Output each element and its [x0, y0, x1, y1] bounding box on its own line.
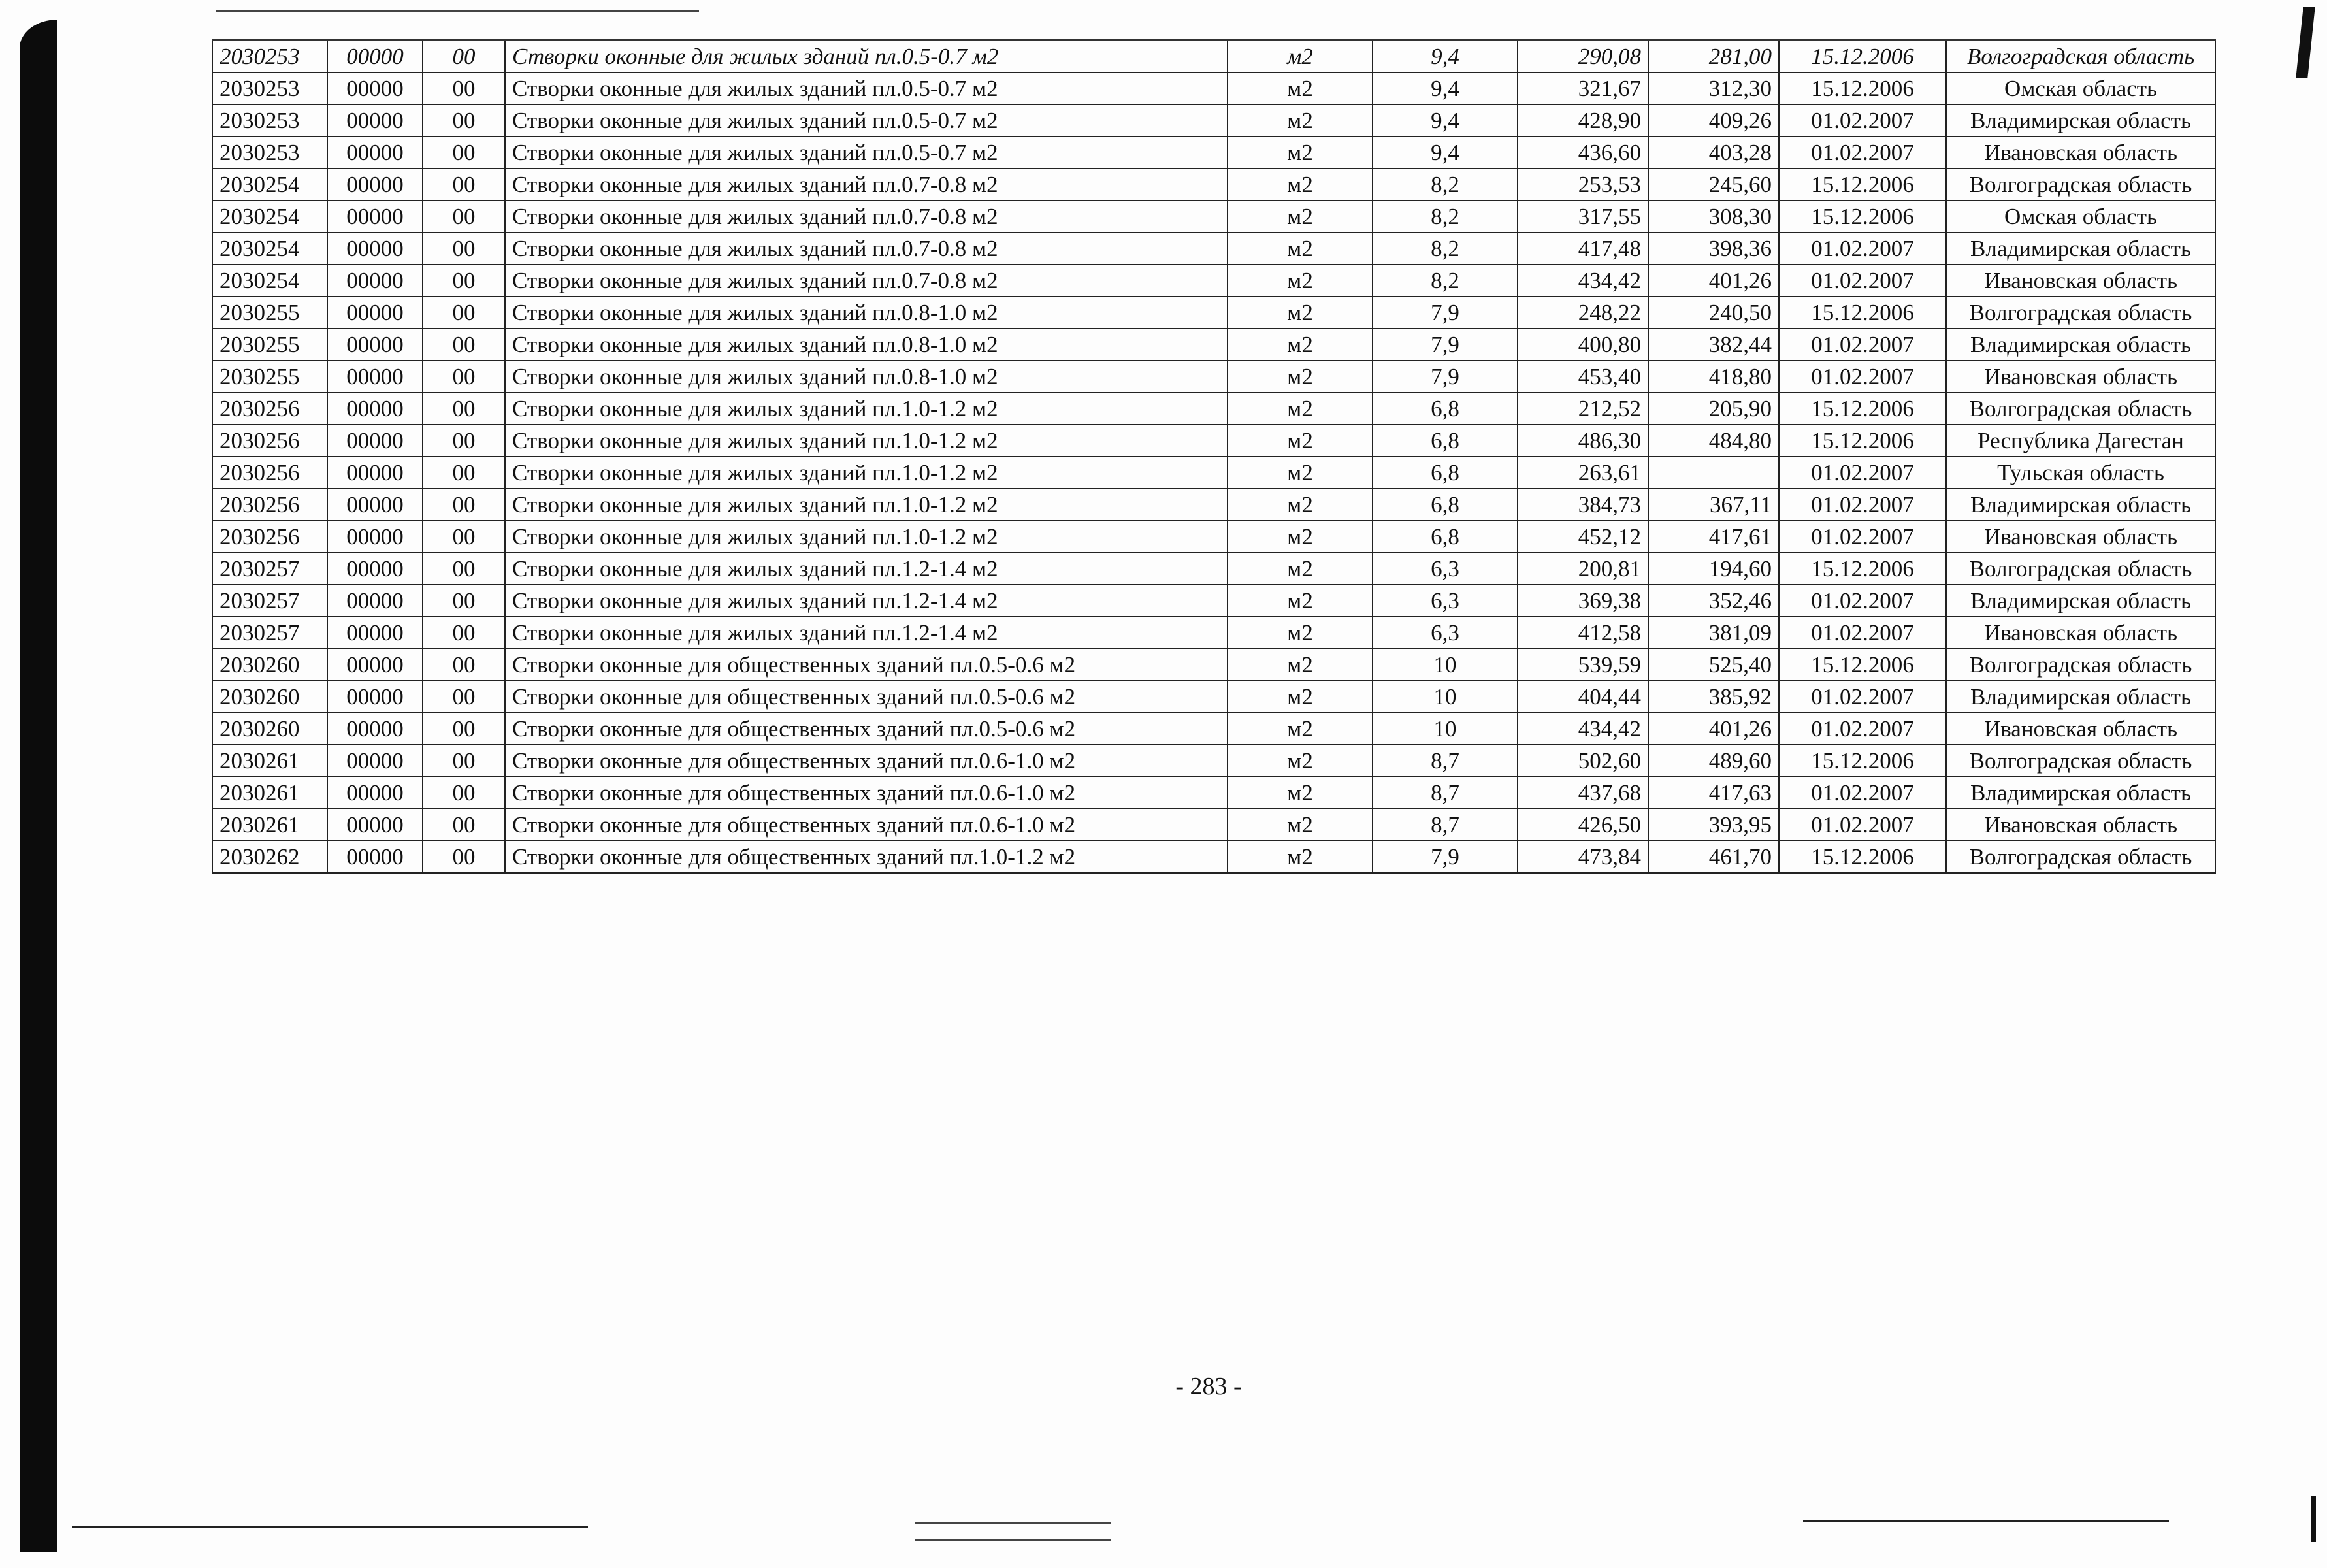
cell-region: Ивановская область: [1946, 137, 2215, 169]
table-row: [212, 841, 2215, 873]
cell-coefficient: 9,4: [1373, 105, 1518, 137]
cell-unit: м2: [1228, 489, 1373, 521]
cell-coefficient: 10: [1373, 713, 1518, 745]
cell-price-2: 393,95: [1648, 809, 1779, 841]
cell-subcode-2: 00: [423, 201, 505, 233]
cell-name: Створки оконные для жилых зданий пл.1.0-1.2 м2: [505, 521, 1228, 553]
cell-unit: м2: [1228, 649, 1373, 681]
cell-coefficient: 8,2: [1373, 265, 1518, 297]
cell-date: 01.02.2007: [1779, 233, 1946, 265]
cell-price-2: 308,30: [1648, 201, 1779, 233]
scan-rule-bottom-left: [72, 1526, 588, 1528]
price-table-body: [212, 41, 2215, 874]
cell-name: Створки оконные для жилых зданий пл.1.0-1.2 м2: [505, 457, 1228, 489]
cell-coefficient: 7,9: [1373, 297, 1518, 329]
cell-price-1: 539,59: [1518, 649, 1648, 681]
cell-subcode-2: 00: [423, 169, 505, 201]
cell-subcode-2: 00: [423, 361, 505, 393]
cell-subcode-1: 00000: [327, 777, 423, 809]
cell-price-2: 417,63: [1648, 777, 1779, 809]
table-row: [212, 457, 2215, 489]
cell-unit: м2: [1228, 585, 1373, 617]
cell-price-1: 212,52: [1518, 393, 1648, 425]
cell-code: 2030260: [212, 681, 327, 713]
cell-price-1: 426,50: [1518, 809, 1648, 841]
cell-price-2: 281,00: [1648, 41, 1779, 73]
cell-code: 2030256: [212, 489, 327, 521]
cell-subcode-1: 00000: [327, 489, 423, 521]
cell-date: 15.12.2006: [1779, 393, 1946, 425]
cell-subcode-1: 00000: [327, 425, 423, 457]
cell-price-1: 502,60: [1518, 745, 1648, 777]
scan-mark-bottom-right: [2311, 1496, 2316, 1542]
cell-name: Створки оконные для жилых зданий пл.1.2-1.4 м2: [505, 585, 1228, 617]
scan-rule-bottom-mid-1: [915, 1522, 1111, 1524]
cell-unit: м2: [1228, 201, 1373, 233]
cell-unit: м2: [1228, 777, 1373, 809]
cell-name: Створки оконные для жилых зданий пл.0.7-0.8 м2: [505, 265, 1228, 297]
cell-code: 2030257: [212, 617, 327, 649]
cell-date: 15.12.2006: [1779, 169, 1946, 201]
cell-unit: м2: [1228, 617, 1373, 649]
cell-subcode-1: 00000: [327, 169, 423, 201]
cell-price-1: 317,55: [1518, 201, 1648, 233]
cell-region: Ивановская область: [1946, 617, 2215, 649]
cell-name: Створки оконные для жилых зданий пл.0.7-0.8 м2: [505, 233, 1228, 265]
cell-date: 01.02.2007: [1779, 777, 1946, 809]
cell-subcode-2: 00: [423, 713, 505, 745]
table-row: [212, 41, 2215, 73]
cell-region: Волгоградская область: [1946, 169, 2215, 201]
cell-subcode-2: 00: [423, 681, 505, 713]
cell-subcode-1: 00000: [327, 297, 423, 329]
cell-date: 15.12.2006: [1779, 553, 1946, 585]
cell-region: Волгоградская область: [1946, 297, 2215, 329]
cell-price-1: 437,68: [1518, 777, 1648, 809]
table-row: [212, 137, 2215, 169]
cell-unit: м2: [1228, 169, 1373, 201]
cell-subcode-2: 00: [423, 329, 505, 361]
table-row: [212, 393, 2215, 425]
cell-price-2: 398,36: [1648, 233, 1779, 265]
cell-code: 2030255: [212, 361, 327, 393]
cell-unit: м2: [1228, 841, 1373, 873]
cell-price-2: 205,90: [1648, 393, 1779, 425]
table-row: [212, 809, 2215, 841]
table-row: [212, 777, 2215, 809]
cell-coefficient: 6,8: [1373, 393, 1518, 425]
cell-code: 2030254: [212, 233, 327, 265]
cell-unit: м2: [1228, 329, 1373, 361]
table-row: [212, 617, 2215, 649]
cell-unit: м2: [1228, 41, 1373, 73]
cell-date: 01.02.2007: [1779, 265, 1946, 297]
cell-name: Створки оконные для жилых зданий пл.1.2-1.4 м2: [505, 553, 1228, 585]
cell-name: Створки оконные для жилых зданий пл.0.8-1.0 м2: [505, 297, 1228, 329]
cell-region: Владимирская область: [1946, 233, 2215, 265]
table-row: [212, 681, 2215, 713]
cell-date: 01.02.2007: [1779, 681, 1946, 713]
table-row: [212, 521, 2215, 553]
cell-unit: м2: [1228, 553, 1373, 585]
cell-subcode-2: 00: [423, 233, 505, 265]
price-table: [212, 39, 2216, 874]
cell-date: 01.02.2007: [1779, 713, 1946, 745]
cell-coefficient: 8,7: [1373, 777, 1518, 809]
cell-price-1: 253,53: [1518, 169, 1648, 201]
cell-subcode-1: 00000: [327, 841, 423, 873]
cell-subcode-1: 00000: [327, 681, 423, 713]
cell-code: 2030261: [212, 777, 327, 809]
cell-price-1: 428,90: [1518, 105, 1648, 137]
cell-coefficient: 6,3: [1373, 585, 1518, 617]
cell-code: 2030253: [212, 41, 327, 73]
cell-code: 2030253: [212, 73, 327, 105]
cell-subcode-1: 00000: [327, 233, 423, 265]
cell-coefficient: 6,8: [1373, 425, 1518, 457]
cell-name: Створки оконные для общественных зданий пл.0.5-0.6 м2: [505, 649, 1228, 681]
cell-price-1: 473,84: [1518, 841, 1648, 873]
cell-price-1: 452,12: [1518, 521, 1648, 553]
cell-name: Створки оконные для жилых зданий пл.1.0-1.2 м2: [505, 425, 1228, 457]
cell-price-2: 367,11: [1648, 489, 1779, 521]
cell-price-1: 436,60: [1518, 137, 1648, 169]
table-row: [212, 329, 2215, 361]
table-row: [212, 105, 2215, 137]
cell-price-1: 404,44: [1518, 681, 1648, 713]
cell-subcode-1: 00000: [327, 329, 423, 361]
cell-unit: м2: [1228, 521, 1373, 553]
cell-price-1: 400,80: [1518, 329, 1648, 361]
cell-date: 15.12.2006: [1779, 41, 1946, 73]
cell-subcode-1: 00000: [327, 553, 423, 585]
cell-price-1: 384,73: [1518, 489, 1648, 521]
table-row: [212, 361, 2215, 393]
cell-subcode-1: 00000: [327, 201, 423, 233]
cell-price-2: 245,60: [1648, 169, 1779, 201]
cell-region: Владимирская область: [1946, 585, 2215, 617]
cell-code: 2030254: [212, 169, 327, 201]
table-row: [212, 745, 2215, 777]
cell-name: Створки оконные для общественных зданий пл.0.6-1.0 м2: [505, 777, 1228, 809]
cell-region: Волгоградская область: [1946, 41, 2215, 73]
cell-name: Створки оконные для жилых зданий пл.0.8-1.0 м2: [505, 361, 1228, 393]
cell-name: Створки оконные для жилых зданий пл.0.7-0.8 м2: [505, 169, 1228, 201]
cell-unit: м2: [1228, 137, 1373, 169]
cell-name: Створки оконные для жилых зданий пл.0.5-0.7 м2: [505, 137, 1228, 169]
cell-name: Створки оконные для жилых зданий пл.1.0-1.2 м2: [505, 489, 1228, 521]
scan-mark-top-right: [2296, 7, 2315, 78]
cell-price-1: 434,42: [1518, 713, 1648, 745]
cell-name: Створки оконные для общественных зданий пл.0.5-0.6 м2: [505, 713, 1228, 745]
cell-code: 2030261: [212, 809, 327, 841]
table-row: [212, 489, 2215, 521]
cell-price-2: 385,92: [1648, 681, 1779, 713]
cell-date: 15.12.2006: [1779, 201, 1946, 233]
cell-name: Створки оконные для общественных зданий пл.1.0-1.2 м2: [505, 841, 1228, 873]
cell-region: Владимирская область: [1946, 105, 2215, 137]
cell-subcode-2: 00: [423, 265, 505, 297]
cell-unit: м2: [1228, 393, 1373, 425]
cell-coefficient: 6,8: [1373, 457, 1518, 489]
cell-region: Волгоградская область: [1946, 553, 2215, 585]
cell-name: Створки оконные для жилых зданий пл.0.8-1.0 м2: [505, 329, 1228, 361]
cell-price-2: 525,40: [1648, 649, 1779, 681]
cell-code: 2030253: [212, 105, 327, 137]
cell-code: 2030255: [212, 297, 327, 329]
cell-coefficient: 9,4: [1373, 137, 1518, 169]
cell-price-2: 461,70: [1648, 841, 1779, 873]
cell-subcode-1: 00000: [327, 105, 423, 137]
cell-subcode-1: 00000: [327, 585, 423, 617]
cell-unit: м2: [1228, 713, 1373, 745]
scan-rule-bottom-mid-2: [915, 1539, 1111, 1541]
table-row: [212, 649, 2215, 681]
cell-subcode-2: 00: [423, 745, 505, 777]
cell-coefficient: 6,3: [1373, 617, 1518, 649]
cell-subcode-2: 00: [423, 617, 505, 649]
cell-date: 01.02.2007: [1779, 617, 1946, 649]
cell-price-2: 401,26: [1648, 265, 1779, 297]
cell-coefficient: 7,9: [1373, 361, 1518, 393]
cell-unit: м2: [1228, 425, 1373, 457]
cell-date: 15.12.2006: [1779, 73, 1946, 105]
table-row: [212, 585, 2215, 617]
cell-code: 2030256: [212, 521, 327, 553]
cell-price-2: 417,61: [1648, 521, 1779, 553]
cell-code: 2030260: [212, 649, 327, 681]
cell-coefficient: 8,7: [1373, 809, 1518, 841]
cell-subcode-1: 00000: [327, 745, 423, 777]
cell-unit: м2: [1228, 457, 1373, 489]
cell-code: 2030257: [212, 585, 327, 617]
cell-subcode-1: 00000: [327, 393, 423, 425]
cell-subcode-2: 00: [423, 137, 505, 169]
table-row: [212, 73, 2215, 105]
cell-coefficient: 6,8: [1373, 489, 1518, 521]
cell-region: Владимирская область: [1946, 681, 2215, 713]
cell-subcode-1: 00000: [327, 137, 423, 169]
cell-subcode-2: 00: [423, 809, 505, 841]
cell-region: Волгоградская область: [1946, 841, 2215, 873]
cell-region: Ивановская область: [1946, 521, 2215, 553]
cell-price-2: 401,26: [1648, 713, 1779, 745]
cell-price-1: 321,67: [1518, 73, 1648, 105]
cell-code: 2030256: [212, 393, 327, 425]
cell-subcode-2: 00: [423, 777, 505, 809]
cell-code: 2030254: [212, 201, 327, 233]
cell-price-1: 369,38: [1518, 585, 1648, 617]
page-number: - 283 -: [1175, 1373, 1242, 1400]
cell-region: Волгоградская область: [1946, 393, 2215, 425]
cell-subcode-2: 00: [423, 425, 505, 457]
cell-subcode-2: 00: [423, 393, 505, 425]
cell-region: Владимирская область: [1946, 329, 2215, 361]
cell-price-2: 403,28: [1648, 137, 1779, 169]
cell-date: 15.12.2006: [1779, 425, 1946, 457]
cell-region: Владимирская область: [1946, 489, 2215, 521]
cell-price-2: 194,60: [1648, 553, 1779, 585]
cell-price-2: 312,30: [1648, 73, 1779, 105]
cell-code: 2030262: [212, 841, 327, 873]
cell-unit: м2: [1228, 265, 1373, 297]
cell-name: Створки оконные для жилых зданий пл.1.0-1.2 м2: [505, 393, 1228, 425]
table-row: [212, 169, 2215, 201]
cell-region: Ивановская область: [1946, 713, 2215, 745]
cell-price-2: 484,80: [1648, 425, 1779, 457]
cell-region: Тульская область: [1946, 457, 2215, 489]
cell-price-1: 290,08: [1518, 41, 1648, 73]
table-row: [212, 297, 2215, 329]
cell-code: 2030255: [212, 329, 327, 361]
cell-subcode-1: 00000: [327, 457, 423, 489]
cell-code: 2030260: [212, 713, 327, 745]
cell-region: Ивановская область: [1946, 809, 2215, 841]
cell-region: Ивановская область: [1946, 361, 2215, 393]
cell-code: 2030253: [212, 137, 327, 169]
cell-subcode-1: 00000: [327, 41, 423, 73]
cell-date: 01.02.2007: [1779, 809, 1946, 841]
cell-unit: м2: [1228, 73, 1373, 105]
cell-subcode-2: 00: [423, 105, 505, 137]
cell-coefficient: 8,7: [1373, 745, 1518, 777]
cell-region: Республика Дагестан: [1946, 425, 2215, 457]
cell-subcode-2: 00: [423, 521, 505, 553]
cell-name: Створки оконные для жилых зданий пл.0.5-0.7 м2: [505, 41, 1228, 73]
cell-subcode-2: 00: [423, 297, 505, 329]
cell-price-2: 240,50: [1648, 297, 1779, 329]
cell-name: Створки оконные для жилых зданий пл.0.5-0.7 м2: [505, 73, 1228, 105]
cell-date: 01.02.2007: [1779, 105, 1946, 137]
cell-code: 2030257: [212, 553, 327, 585]
cell-date: 15.12.2006: [1779, 745, 1946, 777]
cell-name: Створки оконные для общественных зданий пл.0.6-1.0 м2: [505, 745, 1228, 777]
scan-rule-bottom-right: [1803, 1520, 2169, 1522]
cell-code: 2030261: [212, 745, 327, 777]
scan-rule-top: [216, 10, 699, 12]
cell-subcode-1: 00000: [327, 713, 423, 745]
table-row: [212, 201, 2215, 233]
cell-subcode-2: 00: [423, 841, 505, 873]
cell-name: Створки оконные для общественных зданий пл.0.6-1.0 м2: [505, 809, 1228, 841]
cell-code: 2030256: [212, 425, 327, 457]
cell-price-2: 381,09: [1648, 617, 1779, 649]
cell-subcode-1: 00000: [327, 809, 423, 841]
cell-name: Створки оконные для жилых зданий пл.0.5-0.7 м2: [505, 105, 1228, 137]
cell-name: Створки оконные для общественных зданий пл.0.5-0.6 м2: [505, 681, 1228, 713]
cell-region: Омская область: [1946, 73, 2215, 105]
cell-price-2: [1648, 457, 1779, 489]
cell-subcode-1: 00000: [327, 361, 423, 393]
cell-coefficient: 7,9: [1373, 841, 1518, 873]
cell-code: 2030254: [212, 265, 327, 297]
cell-price-1: 200,81: [1518, 553, 1648, 585]
cell-coefficient: 9,4: [1373, 73, 1518, 105]
cell-unit: м2: [1228, 681, 1373, 713]
table-row: [212, 425, 2215, 457]
cell-name: Створки оконные для жилых зданий пл.0.7-0.8 м2: [505, 201, 1228, 233]
cell-unit: м2: [1228, 105, 1373, 137]
cell-date: 01.02.2007: [1779, 329, 1946, 361]
cell-date: 01.02.2007: [1779, 585, 1946, 617]
cell-subcode-2: 00: [423, 489, 505, 521]
cell-unit: м2: [1228, 361, 1373, 393]
cell-price-2: 352,46: [1648, 585, 1779, 617]
cell-price-2: 409,26: [1648, 105, 1779, 137]
cell-date: 15.12.2006: [1779, 297, 1946, 329]
cell-date: 15.12.2006: [1779, 841, 1946, 873]
cell-price-1: 486,30: [1518, 425, 1648, 457]
cell-coefficient: 8,2: [1373, 169, 1518, 201]
cell-coefficient: 6,8: [1373, 521, 1518, 553]
cell-price-1: 453,40: [1518, 361, 1648, 393]
cell-region: Ивановская область: [1946, 265, 2215, 297]
cell-coefficient: 8,2: [1373, 233, 1518, 265]
cell-coefficient: 9,4: [1373, 41, 1518, 73]
cell-coefficient: 6,3: [1373, 553, 1518, 585]
cell-price-2: 489,60: [1648, 745, 1779, 777]
scan-edge-shadow: [20, 20, 57, 1552]
cell-subcode-2: 00: [423, 585, 505, 617]
cell-subcode-2: 00: [423, 457, 505, 489]
cell-code: 2030256: [212, 457, 327, 489]
cell-price-2: 382,44: [1648, 329, 1779, 361]
cell-date: 15.12.2006: [1779, 649, 1946, 681]
cell-date: 01.02.2007: [1779, 489, 1946, 521]
cell-unit: м2: [1228, 809, 1373, 841]
cell-price-1: 417,48: [1518, 233, 1648, 265]
table-row: [212, 553, 2215, 585]
cell-subcode-2: 00: [423, 73, 505, 105]
cell-date: 01.02.2007: [1779, 137, 1946, 169]
cell-price-2: 418,80: [1648, 361, 1779, 393]
cell-region: Омская область: [1946, 201, 2215, 233]
cell-date: 01.02.2007: [1779, 457, 1946, 489]
table-row: [212, 265, 2215, 297]
cell-subcode-1: 00000: [327, 265, 423, 297]
cell-subcode-1: 00000: [327, 617, 423, 649]
cell-subcode-1: 00000: [327, 73, 423, 105]
cell-price-1: 434,42: [1518, 265, 1648, 297]
cell-coefficient: 10: [1373, 681, 1518, 713]
cell-unit: м2: [1228, 297, 1373, 329]
cell-unit: м2: [1228, 745, 1373, 777]
cell-subcode-1: 00000: [327, 521, 423, 553]
cell-date: 01.02.2007: [1779, 361, 1946, 393]
cell-coefficient: 7,9: [1373, 329, 1518, 361]
cell-subcode-1: 00000: [327, 649, 423, 681]
cell-subcode-2: 00: [423, 41, 505, 73]
table-row: [212, 713, 2215, 745]
cell-region: Волгоградская область: [1946, 745, 2215, 777]
cell-region: Владимирская область: [1946, 777, 2215, 809]
cell-date: 01.02.2007: [1779, 521, 1946, 553]
cell-coefficient: 10: [1373, 649, 1518, 681]
cell-price-1: 248,22: [1518, 297, 1648, 329]
cell-price-1: 412,58: [1518, 617, 1648, 649]
cell-region: Волгоградская область: [1946, 649, 2215, 681]
cell-unit: м2: [1228, 233, 1373, 265]
table-row: [212, 233, 2215, 265]
cell-subcode-2: 00: [423, 649, 505, 681]
cell-subcode-2: 00: [423, 553, 505, 585]
cell-coefficient: 8,2: [1373, 201, 1518, 233]
cell-name: Створки оконные для жилых зданий пл.1.2-1.4 м2: [505, 617, 1228, 649]
cell-price-1: 263,61: [1518, 457, 1648, 489]
